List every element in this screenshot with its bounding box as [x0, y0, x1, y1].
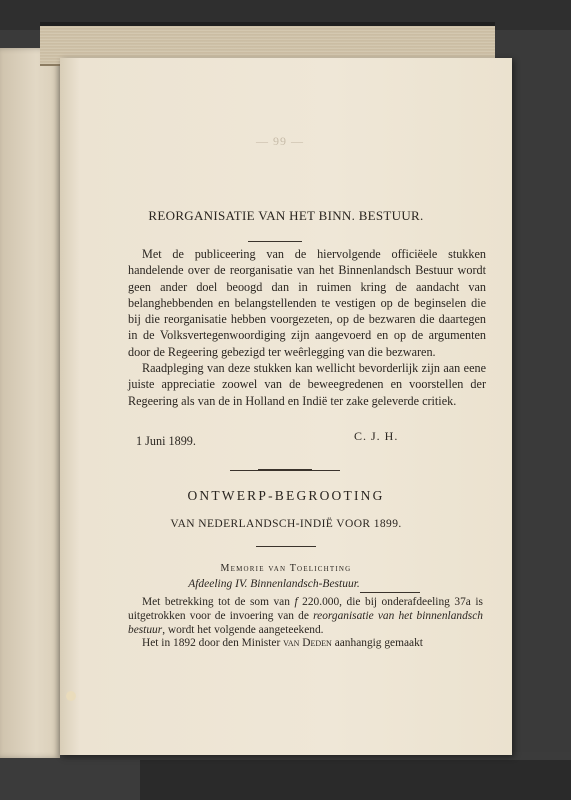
- subtitle-rule: [256, 546, 316, 547]
- memorie-body: [128, 596, 483, 651]
- document-page: [60, 58, 512, 755]
- afdeeling-heading: Afdeeling IV. Binnenlandsch-Bestuur.: [188, 578, 360, 590]
- intro-title: REORGANISATIE VAN HET BINN. BESTUUR.: [148, 208, 424, 223]
- memorie-italic-text: reorganisatie van het binnenlandsch bestuur: [128, 609, 483, 636]
- intro-body: [128, 246, 486, 409]
- memorie-text: 220.000, die bij onderafdeeling 37a is uitgetrokken voor de invoering van de: [128, 596, 483, 622]
- section-title: ONTWERP-BEGROOTING: [187, 488, 385, 503]
- memorie-text: aanhangig gemaakt: [334, 637, 423, 650]
- memorie-text: Met betrekking tot de som van: [142, 596, 290, 608]
- section-rule-bold: [258, 469, 312, 471]
- background-bottom-shadow: [140, 760, 571, 800]
- memorie-paragraph-1: [128, 596, 483, 637]
- memorie-text: Het in 1892 door den Minister: [142, 637, 281, 650]
- memorie-heading: Memorie van Toelichting: [220, 563, 352, 574]
- afdeeling-rule: [360, 592, 420, 593]
- title-rule: [248, 241, 302, 242]
- intro-paragraph-2: Raadpleging van deze stukken kan wellicht bevorderlijk zijn aan eene juiste appreciatie zoowel van de beweegredenen en voorstellen der Regeering als van de in Holland en Indië ter zake geleverde critiek.: [128, 361, 486, 408]
- minister-name: van Deden: [283, 637, 332, 650]
- memorie-paragraph-2: [128, 637, 483, 651]
- section-subtitle: VAN NEDERLANDSCH-INDIË VOOR 1899.: [170, 518, 402, 530]
- paper-stain: [66, 691, 76, 701]
- intro-paragraph-1: Met de publiceering van de hiervolgende officiëele stukken handelende over de reorganisatie van het Binnenlandsch Bestuur wordt geen ander doel beoogd dan in ruimen kring de aandacht van belanghebbenden en belangstellenden te vestigen op de beginselen die bij die reorganisatie hebben voorgezeten, op de bezwaren die daartegen in de Volksvertegenwoordiging zijn aangevoerd en op de argumenten door de Regeering gebezigd ter weêrlegging van die bezwaren.: [128, 247, 486, 359]
- memorie-text: , wordt het volgende aangeteekend.: [162, 623, 324, 636]
- publication-date: 1 Juni 1899.: [136, 434, 196, 448]
- signature-initials: C. J. H.: [354, 429, 399, 443]
- left-facing-page: [0, 48, 60, 758]
- florin-sign: f: [294, 596, 298, 608]
- page-number: — 99 —: [256, 134, 304, 148]
